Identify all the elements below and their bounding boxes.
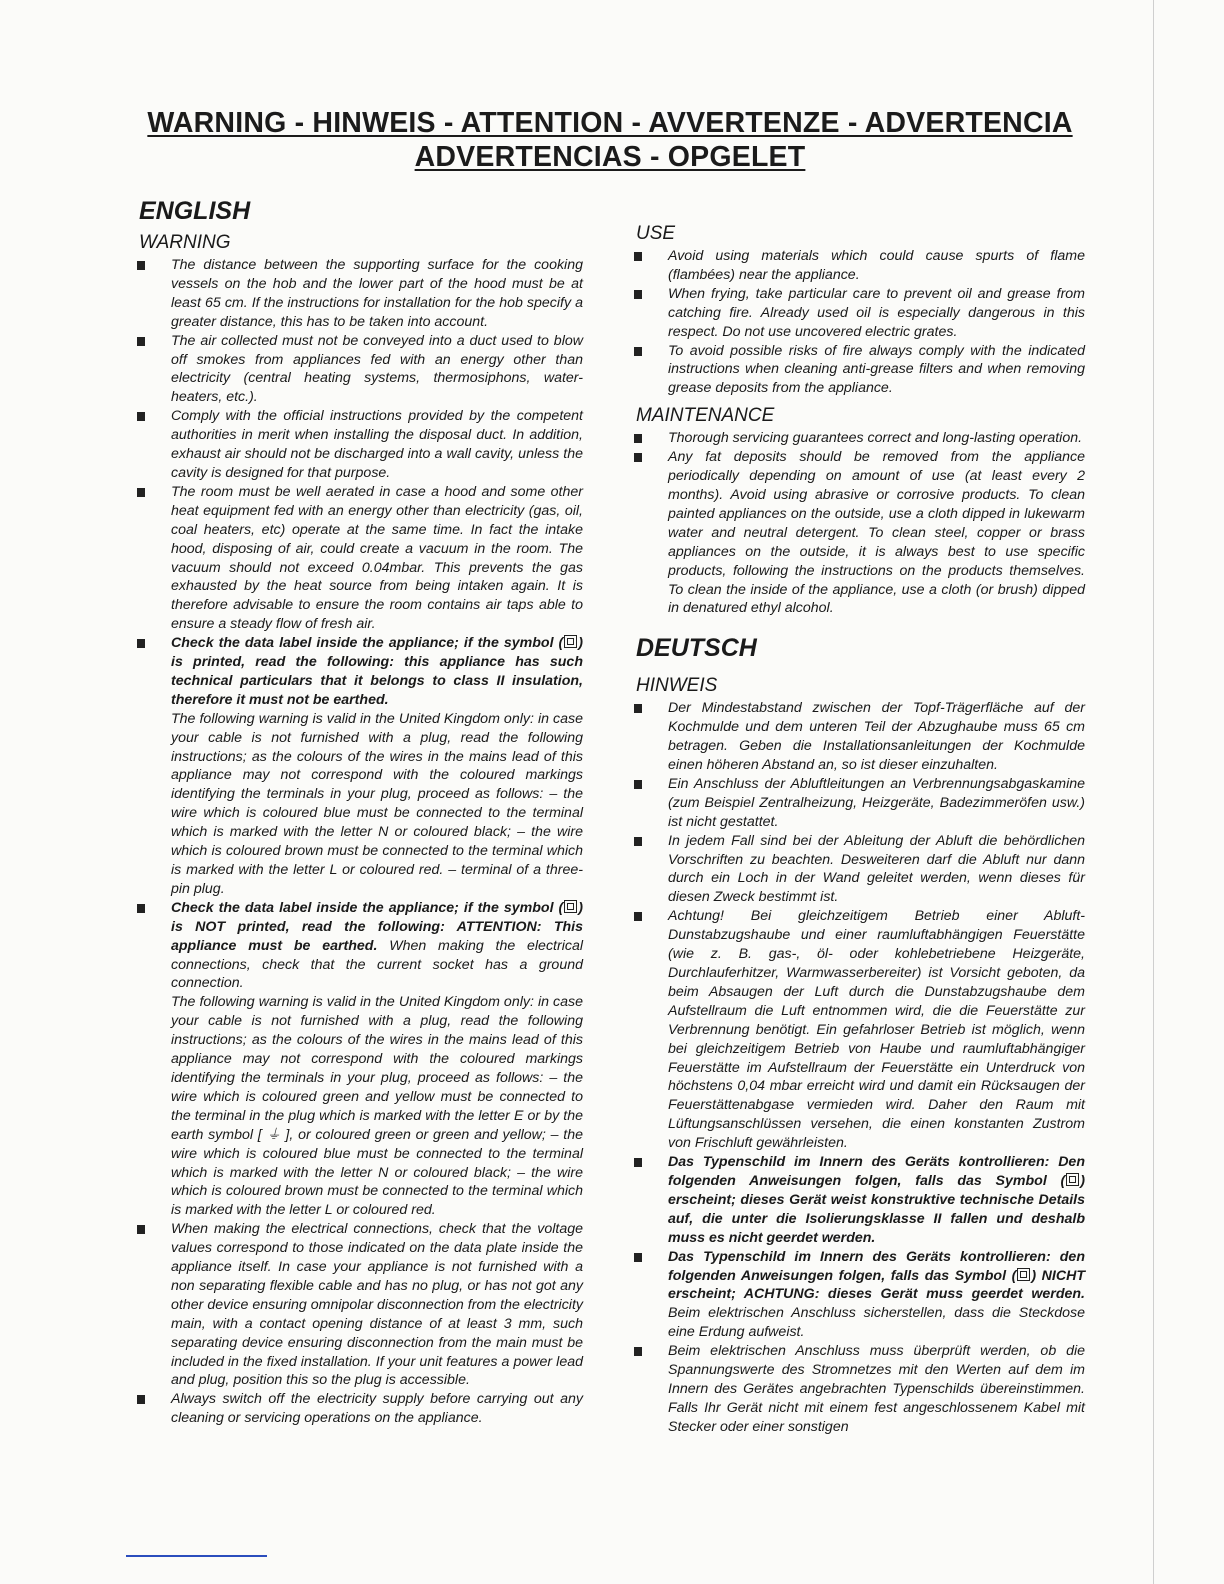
list-item: The air collected must not be conveyed into a duct used to blow off smokes from appliances fed with an energy other than electricity (central heating systems, thermosiphons, water-heaters, etc.). bbox=[133, 332, 583, 408]
list-item-earthed: Das Typenschild im Innern des Geräts kontrollieren: den folgenden Anweisungen folgen, falls das Symbol ( ) NICHT erscheint; ACHTUNG: dieses Gerät muss geerdet werden. Beim elektrischen Anschluss sicherstellen, dass die Steckdose eine Erdung aufweist. bbox=[630, 1248, 1085, 1343]
list-item: Any fat deposits should be removed from the appliance periodically depending on amount of use (at least every 2 months). Avoid using abrasive or corrosive products. To clean painted appliances on the outside, use a cloth dipped in lukewarm water and neutral detergent. To clean steel, copper or brass appliances on the outside, it is always best to use specific products, following the instructions on the products themselves. To clean the inside of the appliance, use a cloth (or brush) dipped in denatured ethyl alcohol. bbox=[630, 448, 1085, 618]
bullet-icon bbox=[137, 639, 145, 648]
bullet-icon bbox=[634, 434, 642, 443]
list-item: Comply with the official instructions provided by the competent authorities in merit when installing the disposal duct. In addition, exhaust air should not be discharged into a wall cavity, unless the cavity is designed for that purpose. bbox=[133, 407, 583, 483]
bullet-icon bbox=[137, 412, 145, 421]
warning-list bbox=[133, 256, 583, 1428]
list-item: When frying, take particular care to prevent oil and grease from catching fire. Already used oil is especially dangerous in this respect. Do not use uncovered electric grates. bbox=[630, 285, 1085, 342]
deutsch-heading: DEUTSCH bbox=[636, 634, 757, 663]
class2-symbol-icon bbox=[1066, 1173, 1079, 1186]
bullet-icon bbox=[137, 1225, 145, 1234]
bullet-icon bbox=[634, 837, 642, 846]
use-heading: USE bbox=[636, 223, 676, 244]
use-list bbox=[630, 247, 1085, 398]
class2-symbol-icon bbox=[1017, 1268, 1030, 1281]
bullet-icon bbox=[137, 488, 145, 497]
list-item: Avoid using materials which could cause spurts of flame (flambées) near the appliance. bbox=[630, 247, 1085, 285]
list-item: Ein Anschluss der Abluftleitungen an Verbrennungsabgaskamine (zum Beispiel Zentralheizung, Heizgeräte, Badezimmeröfen usw.) ist nicht gestattet. bbox=[630, 775, 1085, 832]
list-item: The distance between the supporting surface for the cooking vessels on the hob and the lower part of the hood must be at least 65 cm. If the instructions for installation for the hob specify a greater distance, this has to be taken into account. bbox=[133, 256, 583, 332]
list-item: The room must be well aerated in case a hood and some other heat equipment fed with an energy other than electricity (gas, oil, coal heaters, etc) operate at the same time. In fact the intake hood, disposing of air, could create a vacuum in the room. The vacuum should not exceed 0.04mbar. This prevents the gas exhausted by the heat source from being intaken again. It is therefore advisable to ensure the room contains air taps able to ensure a steady flow of fresh air. bbox=[133, 483, 583, 634]
class2-symbol-icon bbox=[564, 635, 577, 648]
list-item-class2: Das Typenschild im Innern des Geräts kontrollieren: Den folgenden Anweisungen folgen, falls das Symbol ( ) erscheint; dieses Gerät weist konstruktive technische Details auf, die unter die Isolierungsklasse II fallen und deshalb muss es nicht geerdet werden. bbox=[630, 1153, 1085, 1248]
list-item: Der Mindestabstand zwischen der Topf-Trägerfläche auf der Kochmulde und dem unteren Teil der Abzughaube muss 65 cm betragen. Geben die Installationsanleitungen der Kochmulde einen höheren Abstand an, so ist dieser einzuhalten. bbox=[630, 699, 1085, 775]
warning-heading: WARNING bbox=[139, 232, 231, 253]
hinweis-heading: HINWEIS bbox=[636, 675, 718, 697]
list-item: In jedem Fall sind bei der Ableitung der Abluft die behördlichen Vorschriften zu beachten. Desweiteren darf die Abluft nur dann durch ein Loch in der Wand geleitet werden, wenn dieses für diesen Zweck bestimmt ist. bbox=[630, 832, 1085, 908]
bullet-icon bbox=[634, 252, 642, 261]
list-item: Always switch off the electricity supply before carrying out any cleaning or servicing operations on the appliance. bbox=[133, 1390, 583, 1428]
bullet-icon bbox=[137, 337, 145, 346]
class2-symbol-icon bbox=[564, 900, 577, 913]
bullet-icon bbox=[634, 704, 642, 713]
list-item: Thorough servicing guarantees correct and long-lasting operation. bbox=[630, 429, 1085, 448]
list-item-earthed: Check the data label inside the appliance; if the symbol ( ) is NOT printed, read the following: ATTENTION: This appliance must be earthed. When making the electrical connections, check that the current socket has a ground connection. The following warning is valid in the United Kingdom only: in case your cable is not furnished with a plug, read the following instructions; as the colours of the wires in the mains lead of this appliance may not correspond with the coloured markings identifying the terminals in your plug, proceed as follows: – the wire which is coloured green and yellow must be connected to the terminal in the plug which is marked with the letter E or by the earth symbol [ ⏚ ], or coloured green or green and yellow; – the wire which is coloured blue must be connected to the terminal which is marked with the letter N or coloured black; – the wire which is coloured brown must be connected to the terminal which is marked with the letter L or coloured red. bbox=[133, 899, 583, 1220]
maintenance-list bbox=[630, 429, 1085, 618]
english-heading: ENGLISH bbox=[139, 197, 251, 225]
bullet-icon bbox=[137, 261, 145, 270]
title-line-1: WARNING - HINWEIS - ATTENTION - AVVERTENZE - ADVERTENCIA bbox=[147, 107, 1073, 139]
page-title bbox=[120, 106, 1100, 174]
list-item: When making the electrical connections, check that the voltage values correspond to those indicated on the data plate inside the appliance itself. In case your appliance is not furnished with a non separating flexible cable and has no plug, or has not got any other device ensuring omnipolar disconnection from the electricity main, with a contact opening distance of at least 3 mm, such separating device ensuring disconnection from the main must be included in the fixed installation. If your unit features a power lead and plug, position this so the plug is accessible. bbox=[133, 1220, 583, 1390]
list-item-class2: Check the data label inside the appliance; if the symbol ( ) is printed, read the following: this appliance has such technical particulars that it belongs to class II insulation, therefore it must not be earthed. The following warning is valid in the United Kingdom only: in case your cable is not furnished with a plug, read the following instructions; as the colours of the wires in the mains lead of this appliance may not correspond with the coloured markings identifying the terminals in your plug, proceed as follows: – the wire which is coloured blue must be connected to the terminal which is marked with the letter N or coloured black; – the wire which is coloured brown must be connected to the terminal which is marked with the letter L or coloured red. – terminal of a three-pin plug. bbox=[133, 634, 583, 899]
bullet-icon bbox=[137, 1395, 145, 1404]
bullet-icon bbox=[634, 1253, 642, 1262]
bullet-icon bbox=[634, 912, 642, 921]
hinweis-list bbox=[630, 699, 1085, 1436]
maintenance-heading: MAINTENANCE bbox=[636, 405, 775, 427]
bullet-icon bbox=[137, 904, 145, 913]
page-edge-line bbox=[1153, 0, 1154, 1584]
bullet-icon bbox=[634, 347, 642, 356]
left-column bbox=[133, 195, 583, 1428]
bullet-icon bbox=[634, 290, 642, 299]
bullet-icon bbox=[634, 1158, 642, 1167]
title-line-2: ADVERTENCIAS - OPGELET bbox=[414, 141, 806, 173]
bullet-icon bbox=[634, 453, 642, 462]
footer-line bbox=[126, 1555, 267, 1557]
right-column bbox=[630, 222, 1085, 1437]
bullet-icon bbox=[634, 780, 642, 789]
bullet-icon bbox=[634, 1347, 642, 1356]
list-item: To avoid possible risks of fire always comply with the indicated instructions when cleaning anti-grease filters and when removing grease deposits from the appliance. bbox=[630, 342, 1085, 399]
list-item: Achtung! Bei gleichzeitigem Betrieb einer Abluft-Dunstabzugshaube und einer raumluftabhängigen Feuerstätte (wie z. B. gas-, öl- oder kohlebetriebene Heizgeräte, Durchlauferhitzer, Warmwasserbereiter) ist Vorsicht geboten, da beim Absaugen der Luft durch die Dunstabzugshaube dem Aufstellraum die Luft entnommen wird, die die Feuerstätte zur Verbrennung benötigt. Ein gefahrloser Betrieb ist möglich, wenn bei gleichzeitigem Betrieb von Haube und raumluftabhängiger Feuerstätte im Aufstellraum der Feuerstätte ein Unterdruck von höchstens 0,04 mbar erreicht wird und damit ein Rücksaugen der Feuerstättenabgase vermieden wird. Daher den Raum mit Lüftungsanschlüssen versehen, die einen konstanten Zustrom von Frischluft gewährleisten. bbox=[630, 907, 1085, 1153]
list-item: Beim elektrischen Anschluss muss überprüft werden, ob die Spannungswerte des Stromnetzes mit den Werten auf dem im Innern des Gerätes angebrachten Typenschilds übereinstimmen. Falls Ihr Gerät nicht mit einem fest angeschlossenem Kabel mit Stecker oder einer sonstigen bbox=[630, 1342, 1085, 1437]
